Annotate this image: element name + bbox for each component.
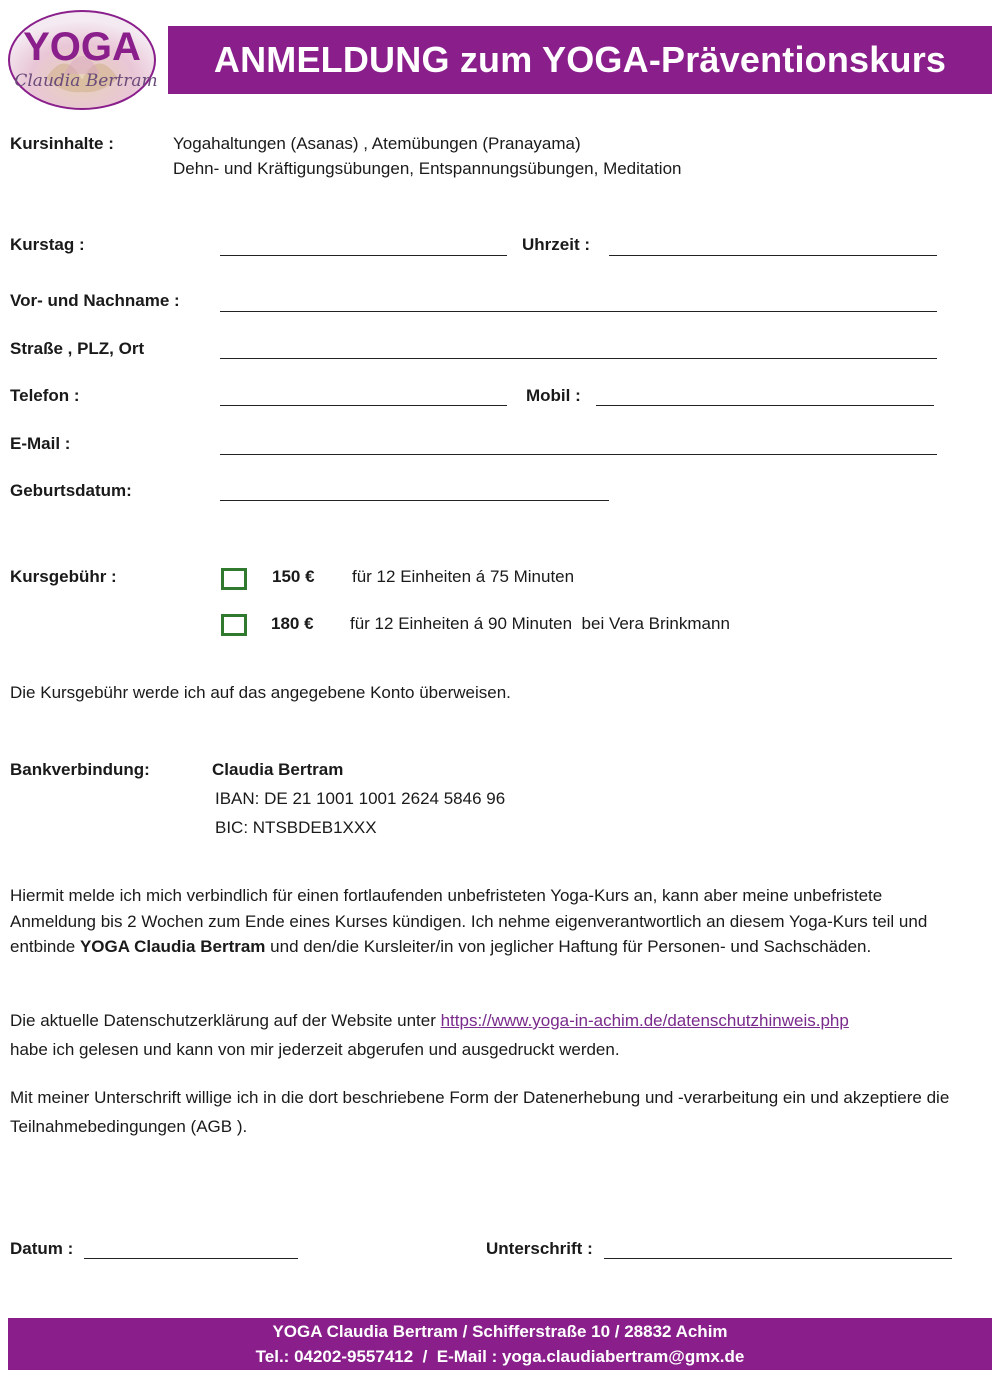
privacy-paragraph — [10, 1006, 985, 1064]
privacy-text-b: habe ich gelesen und kann von mir jederzeit abgerufen und ausgedruckt werden. — [10, 1040, 620, 1059]
bank-bic: BIC: NTSBDEB1XXX — [215, 818, 377, 837]
course-line-2: Dehn- und Kräftigungsübungen, Entspannungsübungen, Meditation — [173, 159, 682, 178]
terms-business-name: YOGA Claudia Bertram — [79, 937, 266, 956]
footer — [8, 1318, 992, 1370]
mobile-field[interactable] — [596, 405, 934, 406]
privacy-text-a: Die aktuelle Datenschutzerklärung auf der Website unter — [10, 1011, 441, 1030]
email-field[interactable] — [220, 454, 937, 455]
address-label: Straße , PLZ, Ort — [10, 339, 145, 358]
logo — [6, 8, 158, 112]
address-field[interactable] — [220, 358, 937, 359]
footer-address: YOGA Claudia Bertram / Schifferstraße 10 / 28832 Achim — [272, 1322, 728, 1341]
terms-text-b: und den/die Kursleiter/in von jeglicher Haftung für Personen- und Sachschäden. — [265, 937, 872, 956]
bank-iban: IBAN: DE 21 1001 1001 2624 5846 96 — [215, 789, 506, 808]
uhrzeit-field[interactable] — [609, 255, 937, 256]
name-label: Vor- und Nachname : — [10, 291, 180, 310]
date-field[interactable] — [84, 1258, 298, 1259]
terms-paragraph — [10, 883, 945, 960]
birthdate-field[interactable] — [220, 500, 609, 501]
email-label: E-Mail : — [10, 434, 71, 453]
bank-label: Bankverbindung: — [10, 760, 150, 779]
fee-option-150-desc: für 12 Einheiten á 75 Minuten — [352, 567, 575, 586]
fee-option-180-desc: für 12 Einheiten á 90 Minuten bei Vera Brinkmann — [350, 614, 730, 633]
transfer-note: Die Kursgebühr werde ich auf das angegebene Konto überweisen. — [10, 683, 511, 702]
fee-option-180-checkbox[interactable] — [221, 614, 247, 636]
name-field[interactable] — [220, 311, 937, 312]
date-label: Datum : — [10, 1239, 74, 1258]
fee-option-180-price: 180 € — [271, 614, 314, 633]
course-line-1: Yogahaltungen (Asanas) , Atemübungen (Pranayama) — [173, 134, 581, 153]
privacy-link[interactable]: https://www.yoga-in-achim.de/datenschutzhinweis.php — [440, 1011, 849, 1030]
birthdate-label: Geburtsdatum: — [10, 481, 132, 500]
logo-name-text: Claudia Bertram — [14, 71, 158, 91]
kurstag-field[interactable] — [220, 255, 507, 256]
terms-text-a: Hiermit melde ich mich verbindlich für einen fortlaufenden unbefristeten Yoga-Kurs an, kann aber meine unbefristete Anmeldung bis 2 Wochen zum Ende eines Kurses kündigen. Ich nehme eigenverantwortlich an diesem Yoga-Kurs teil und entbinde — [10, 886, 928, 956]
phone-field[interactable] — [220, 405, 507, 406]
signature-field[interactable] — [604, 1258, 952, 1259]
course-label: Kursinhalte : — [10, 134, 114, 153]
fee-option-150-checkbox[interactable] — [221, 568, 247, 590]
footer-contact: Tel.: 04202-9557412 / E-Mail : yoga.claudiabertram@gmx.de — [255, 1347, 745, 1366]
consent-paragraph: Mit meiner Unterschrift willige ich in die dort beschriebene Form der Datenerhebung und -verarbeitung ein und akzeptiere die Teilnahmebedingungen (AGB ). — [10, 1088, 950, 1136]
uhrzeit-label: Uhrzeit : — [522, 235, 590, 254]
signature-label: Unterschrift : — [486, 1239, 593, 1258]
phone-label: Telefon : — [10, 386, 80, 405]
logo-graphic — [6, 8, 158, 112]
logo-yoga-text: YOGA — [23, 25, 141, 69]
mobile-label: Mobil : — [526, 386, 581, 405]
fee-label: Kursgebühr : — [10, 567, 117, 586]
page-title: ANMELDUNG zum YOGA-Präventionskurs — [168, 26, 992, 94]
kurstag-label: Kurstag : — [10, 235, 85, 254]
bank-holder: Claudia Bertram — [212, 760, 344, 779]
fee-option-150-price: 150 € — [272, 567, 315, 586]
